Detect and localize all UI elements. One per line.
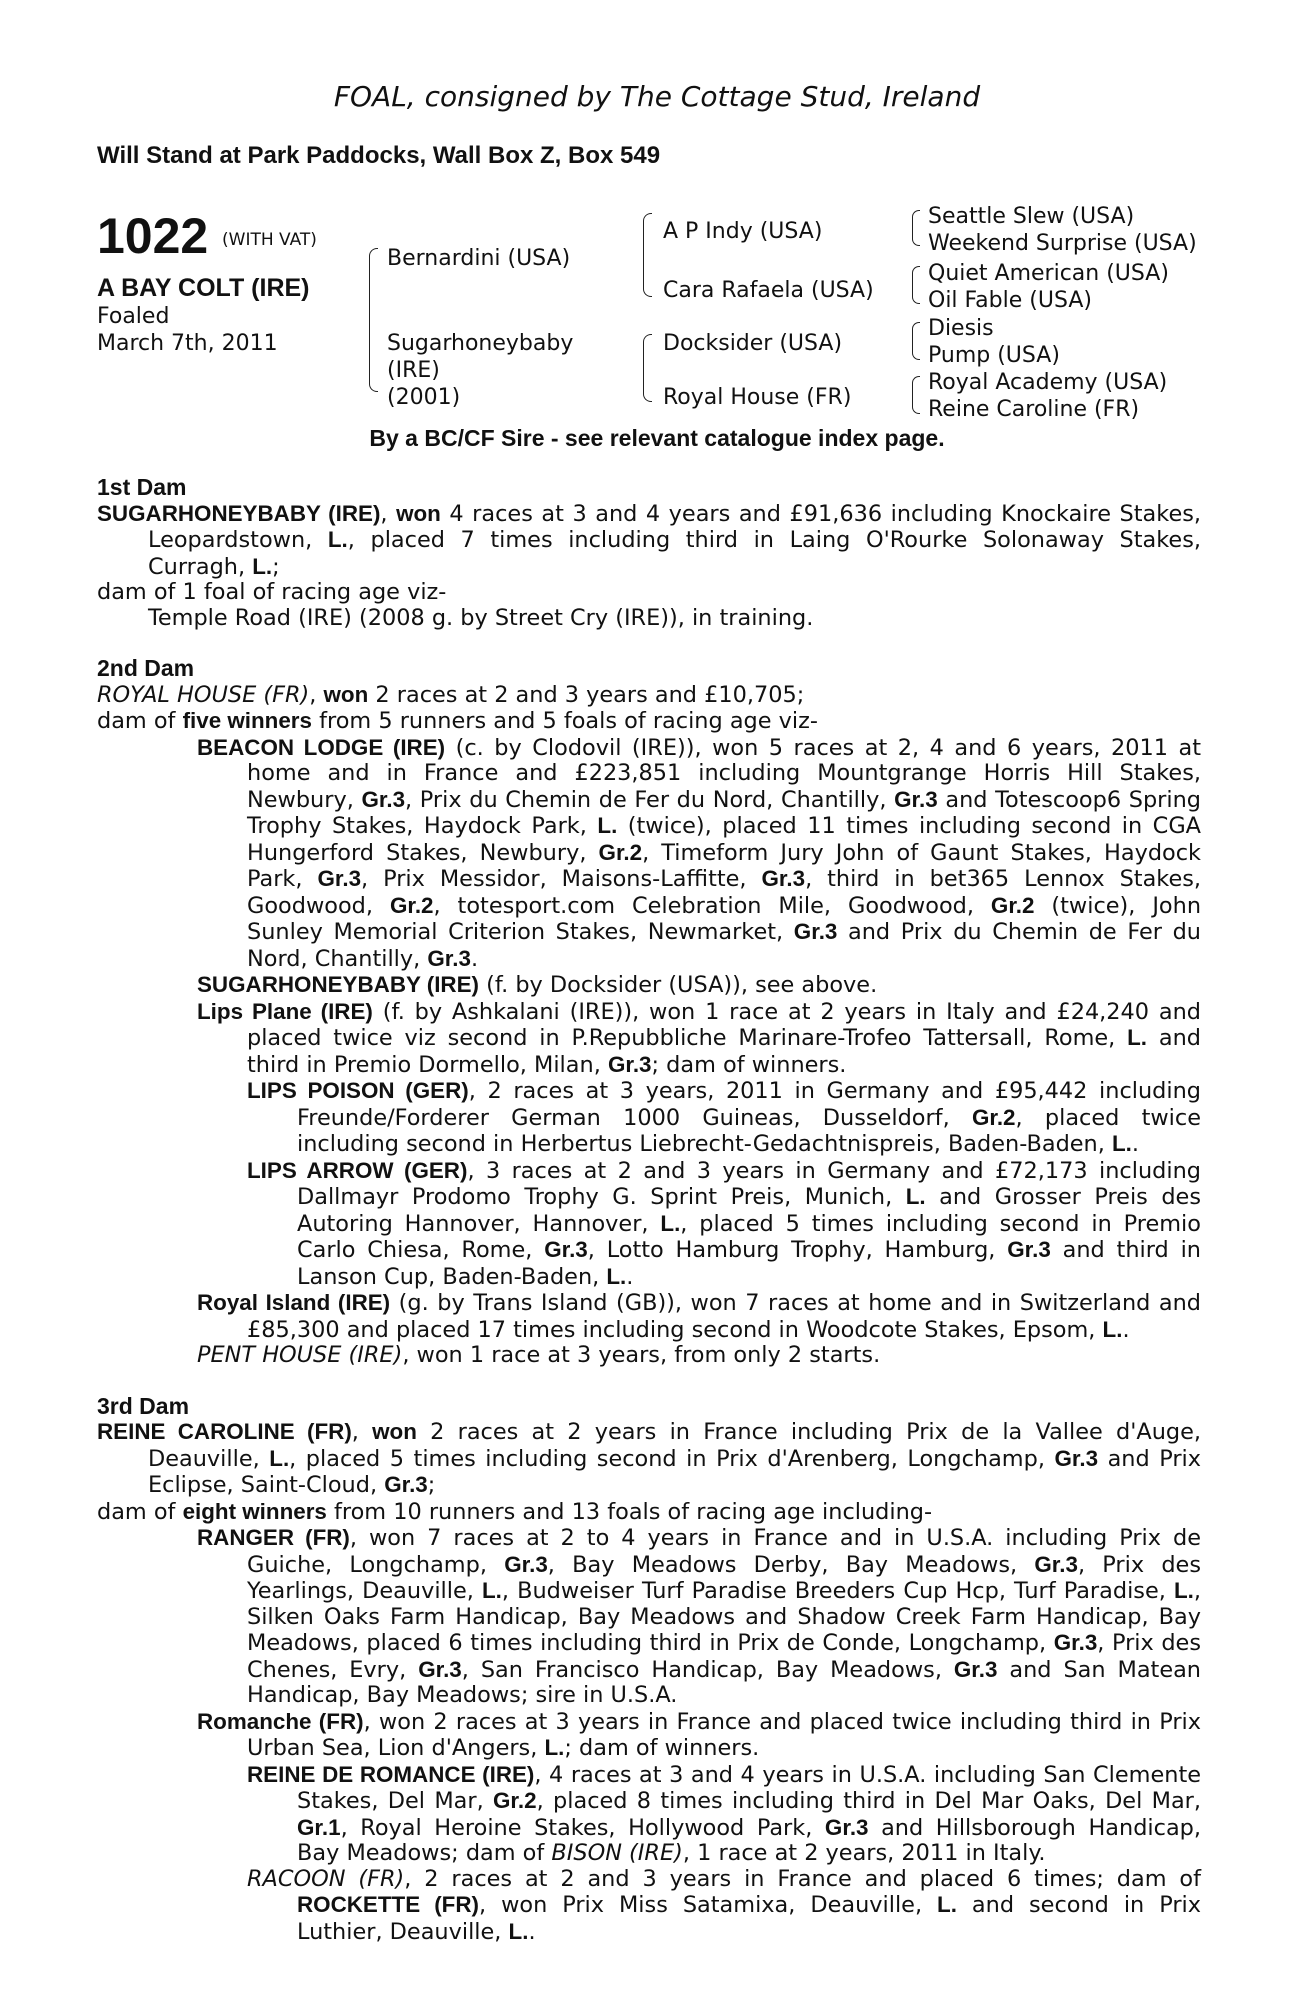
romanche-entry: Romanche (FR), won 2 races at 3 years in France and placed twice including third in Prix Urban Sea, Lion d'Angers, L.; dam of winners. [197, 1708, 1202, 1761]
foaled-label: Foaled [97, 304, 170, 329]
second-dam-record: ROYAL HOUSE (FR), won 2 races at 2 and 3 years and £10,705; [97, 681, 805, 708]
pedigree-sdd: Oil Fable (USA) [928, 288, 1092, 313]
pedigree-sss: Seattle Slew (USA) [928, 204, 1135, 229]
pedigree-dsd: Pump (USA) [928, 343, 1060, 368]
lips-arrow-entry: LIPS ARROW (GER), 3 races at 2 and 3 years in Germany and £72,173 including Dallmayr Prodomo Trophy G. Sprint Preis, Munich, L. and Grosser Preis des Autoring Hannover, Hannover, L., placed 5 times including second in Premio Carlo Chiesa, Rome, Gr.3, Lotto Hamburg Trophy, Hamburg, Gr.3 and third in Lanson Cup, Baden-Baden, L.. [247, 1157, 1201, 1290]
second-dam-name: ROYAL HOUSE (FR) [97, 681, 310, 708]
first-dam-name: SUGARHONEYBABY (IRE) [97, 500, 381, 526]
consignment-line: FOAL, consigned by The Cottage Stud, Ireland [333, 80, 981, 113]
pedigree-dss: Diesis [928, 316, 994, 341]
ranger-entry: RANGER (FR), won 7 races at 2 to 4 years in France and in U.S.A. including Prix de Guiche, Longchamp, Gr.3, Bay Meadows Derby, Bay Meadows, Gr.3, Prix des Yearlings, Deauville, L., Budweiser Turf Paradise Breeders Cup Hcp, Turf Paradise, L., Silken Oaks Farm Handicap, Bay Meadows and Shadow Creek Farm Handicap, Bay Meadows, placed 6 times including third in Prix de Conde, Longchamp, Gr.3, Prix des Chenes, Evry, Gr.3, San Francisco Handicap, Bay Meadows, Gr.3 and San Matean Handicap, Bay Meadows; sire in U.S.A. [197, 1525, 1202, 1708]
third-dam-record: REINE CAROLINE (FR), won 2 races at 2 years in France including Prix de la Vallee d'Auge, Deauville, L., placed 5 times including second in Prix d'Arenberg, Longchamp, Gr.3 and Prix Eclipse, Saint-Cloud, Gr.3; [97, 1419, 1201, 1498]
foaled-date: March 7th, 2011 [97, 331, 278, 356]
catalogue-body [97, 475, 1201, 1945]
first-dam-won: won [396, 500, 441, 526]
pedigree-sire: Bernardini (USA) [387, 246, 571, 271]
sd-brace [912, 266, 920, 304]
second-dam-produce-intro: dam of five winners from 5 runners and 5 foals of racing age viz- [97, 708, 818, 734]
ss-brace [912, 210, 920, 246]
beacon-lodge-entry: BEACON LODGE (IRE) (c. by Clodovil (IRE)), won 5 races at 2, 4 and 6 years, 2011 at home and in France and £223,851 including Mountgrange Horris Hill Stakes, Newbury, Gr.3, Prix du Chemin de Fer du Nord, Chantilly, Gr.3 and Totescoop6 Spring Trophy Stakes, Haydock Park, L. (twice), placed 11 times including second in CGA Hungerford Stakes, Newbury, Gr.2, Timeform Jury John of Gaunt Stakes, Haydock Park, Gr.3, Prix Messidor, Maisons-Laffitte, Gr.3, third in bet365 Lennox Stakes, Goodwood, Gr.2, totesport.com Celebration Mile, Goodwood, Gr.2 (twice), John Sunley Memorial Criterion Stakes, Newmarket, Gr.3 and Prix du Chemin de Fer du Nord, Chantilly, Gr.3. [197, 734, 1202, 972]
pedigree-sire-dam: Cara Rafaela (USA) [663, 278, 874, 303]
lips-poison-entry: LIPS POISON (GER), 2 races at 3 years, 2011 in Germany and £95,442 including Freunde/Forderer German 1000 Guineas, Dusseldorf, Gr.2, placed twice including second in Herbertus Liebrecht-Gedachtnispreis, Baden-Baden, L.. [247, 1078, 1201, 1157]
first-dam-heading: 1st Dam [97, 474, 187, 500]
pedigree-dam-name: Sugarhoneybaby [387, 331, 574, 356]
royal-island-entry: Royal Island (IRE) (g. by Trans Island (GB)), won 7 races at home and in Switzerland and £85,300 and placed 17 times including second in Woodcote Stakes, Epsom, L.. [197, 1290, 1201, 1343]
pedigree-sire-sire: A P Indy (USA) [663, 219, 823, 244]
pedigree-dam-country: (IRE) [387, 358, 440, 383]
ds-brace [912, 322, 920, 360]
sire-parents-brace [643, 213, 652, 297]
first-dam-produce-item: Temple Road (IRE) (2008 g. by Street Cry (IRE)), in training. [148, 604, 814, 631]
third-dam-heading: 3rd Dam [97, 1392, 190, 1419]
sugarhoneybaby-entry: SUGARHONEYBABY (IRE) (f. by Docksider (USA)), see above. [197, 972, 878, 998]
pent-house-entry: PENT HOUSE (IRE), won 1 race at 3 years, from only 2 starts. [197, 1342, 881, 1368]
third-dam-produce-intro: dam of eight winners from 10 runners and 13 foals of racing age including- [97, 1498, 933, 1525]
beacon-lodge-name: BEACON LODGE (IRE) [197, 734, 446, 760]
second-dam-heading: 2nd Dam [97, 655, 195, 681]
dd-brace [912, 376, 920, 414]
sire-index-note: By a BC/CF Sire - see relevant catalogue index page. [369, 425, 945, 451]
pedigree-ddd: Reine Caroline (FR) [928, 397, 1140, 422]
pedigree-dam [387, 330, 573, 411]
pedigree-ssd: Weekend Surprise (USA) [928, 231, 1197, 256]
pedigree-dds: Royal Academy (USA) [928, 370, 1168, 395]
first-dam-produce-intro: dam of 1 foal of racing age viz- [97, 579, 447, 605]
pedigree-dam-year: (2001) [387, 385, 461, 410]
reine-de-romance-entry: REINE DE ROMANCE (IRE), 4 races at 3 and 4 years in U.S.A. including San Clemente Stakes, Del Mar, Gr.2, placed 8 times including third in Del Mar Oaks, Del Mar, Gr.1, Royal Heroine Stakes, Hollywood Park, Gr.3 and Hillsborough Handicap, Bay Meadows; dam of BISON (IRE), 1 race at 2 years, 2011 in Italy. [247, 1761, 1201, 1866]
third-dam-name: REINE CAROLINE (FR) [97, 1419, 352, 1444]
stand-location: Will Stand at Park Paddocks, Wall Box Z, Box 549 [97, 142, 661, 169]
lips-plane-entry: Lips Plane (IRE) (f. by Ashkalani (IRE)), won 1 race at 2 years in Italy and £24,240 and placed twice viz second in P.Repubbliche Marinare-Trofeo Tattersall, Rome, L. and third in Premio Dormello, Milan, Gr.3; dam of winners. [197, 998, 1201, 1078]
dam-parents-brace [643, 334, 652, 402]
lot-number: 1022 [97, 208, 209, 264]
first-dam-record: SUGARHONEYBABY (IRE), won 4 races at 3 and 4 years and £91,636 including Knockaire Stakes, Leopardstown, L., placed 7 times including third in Laing O'Rourke Solonaway Stakes, Curragh, L.; [97, 500, 1201, 580]
horse-description: A BAY COLT (IRE) [97, 274, 310, 302]
pedigree-dam-dam: Royal House (FR) [663, 385, 852, 410]
foaled-info [97, 303, 278, 357]
pedigree-sds: Quiet American (USA) [928, 261, 1169, 286]
sire-dam-brace [369, 248, 378, 392]
racoon-entry: RACOON (FR), 2 races at 2 and 3 years in France and placed 6 times; dam of ROCKETTE (FR), won Prix Miss Satamixa, Deauville, L. and second in Prix Luthier, Deauville, L.. [247, 1865, 1201, 1945]
pedigree-dam-sire: Docksider (USA) [663, 331, 843, 356]
vat-note: (WITH VAT) [222, 230, 317, 250]
